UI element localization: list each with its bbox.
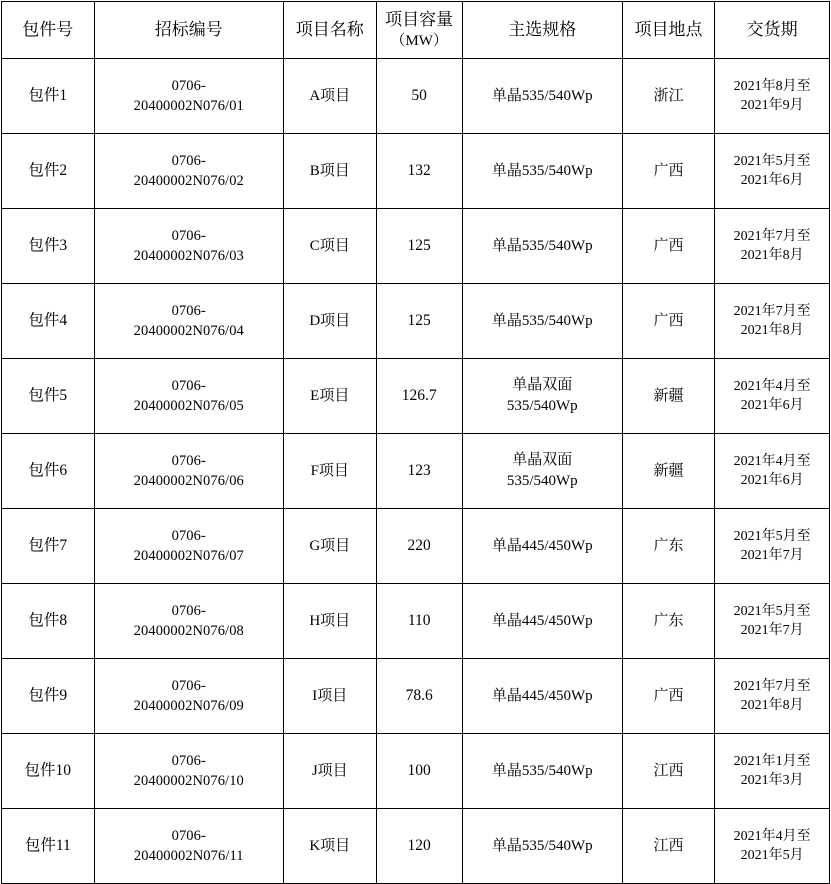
cell-delivery [715, 509, 830, 584]
cell-project-name [283, 359, 376, 434]
spec-line1: 单晶535/540Wp [491, 237, 593, 254]
package-no-text: 包件5 [28, 387, 68, 405]
location-text: 浙江 [653, 87, 684, 104]
column-header-location [622, 2, 715, 59]
bid-package-table-container [0, 1, 831, 884]
project-name-text: E项目 [310, 387, 350, 404]
cell-package-no [2, 584, 95, 659]
cell-location [622, 584, 715, 659]
cell-package-no [2, 134, 95, 209]
capacity-text: 125 [407, 237, 431, 255]
table-row [2, 584, 830, 659]
spec-line1: 单晶535/540Wp [491, 837, 593, 854]
package-no-text: 包件7 [28, 537, 68, 555]
bid-no-line1: 0706- [171, 378, 206, 394]
cell-bid-no [94, 209, 283, 284]
table-row [2, 59, 830, 134]
project-name-text: B项目 [309, 162, 350, 179]
cell-package-no [2, 434, 95, 509]
cell-location [622, 809, 715, 884]
delivery-line1: 2021年7月至 [733, 228, 811, 244]
package-no-text: 包件10 [24, 762, 72, 780]
cell-spec [462, 359, 622, 434]
location-text: 江西 [653, 837, 684, 854]
spec-line2: 535/540Wp [506, 398, 578, 414]
delivery-line1: 2021年7月至 [733, 303, 811, 319]
capacity-text: 125 [407, 312, 431, 330]
cell-project-name [283, 734, 376, 809]
spec-line1: 单晶双面 [512, 377, 573, 394]
spec-line1: 单晶535/540Wp [491, 162, 593, 179]
cell-capacity [376, 59, 462, 134]
cell-project-name [283, 134, 376, 209]
table-row [2, 509, 830, 584]
cell-delivery [715, 359, 830, 434]
cell-project-name [283, 509, 376, 584]
table-header-row [2, 2, 830, 59]
cell-spec [462, 584, 622, 659]
table-row [2, 434, 830, 509]
spec-line1: 单晶445/450Wp [491, 687, 593, 704]
column-header-location-label: 项目地点 [634, 20, 703, 40]
cell-package-no [2, 659, 95, 734]
project-name-text: C项目 [309, 237, 350, 254]
bid-no-line1: 0706- [171, 453, 206, 469]
column-header-bid-no-label: 招标编号 [154, 20, 223, 40]
delivery-line1: 2021年4月至 [733, 828, 811, 844]
column-header-package-no [2, 2, 95, 59]
spec-line1: 单晶535/540Wp [491, 312, 593, 329]
location-text: 江西 [653, 762, 684, 779]
delivery-line2: 2021年6月 [740, 173, 804, 188]
column-header-package-no-label: 包件号 [22, 20, 74, 40]
bid-no-line2: 20400002N076/01 [133, 98, 244, 114]
spec-line2: 535/540Wp [506, 473, 578, 489]
package-no-text: 包件1 [28, 87, 68, 105]
project-name-text: A项目 [309, 87, 351, 104]
project-name-text: I项目 [312, 687, 348, 704]
cell-capacity [376, 659, 462, 734]
cell-location [622, 734, 715, 809]
cell-spec [462, 434, 622, 509]
cell-package-no [2, 509, 95, 584]
capacity-text: 123 [407, 462, 431, 480]
cell-package-no [2, 59, 95, 134]
column-header-capacity [376, 2, 462, 59]
delivery-line2: 2021年9月 [740, 98, 804, 113]
delivery-line1: 2021年1月至 [733, 753, 811, 769]
cell-capacity [376, 509, 462, 584]
cell-spec [462, 59, 622, 134]
bid-package-table [1, 1, 830, 884]
cell-location [622, 284, 715, 359]
cell-package-no [2, 359, 95, 434]
column-header-spec-label: 主选规格 [508, 20, 577, 40]
cell-delivery [715, 134, 830, 209]
cell-package-no [2, 284, 95, 359]
cell-capacity [376, 359, 462, 434]
delivery-line2: 2021年6月 [740, 398, 804, 413]
cell-delivery [715, 209, 830, 284]
column-header-delivery [715, 2, 830, 59]
cell-bid-no [94, 59, 283, 134]
cell-capacity [376, 434, 462, 509]
cell-bid-no [94, 659, 283, 734]
delivery-line1: 2021年4月至 [733, 453, 811, 469]
delivery-line1: 2021年5月至 [733, 153, 811, 169]
cell-capacity [376, 209, 462, 284]
cell-spec [462, 134, 622, 209]
cell-project-name [283, 659, 376, 734]
location-text: 广西 [653, 162, 684, 179]
bid-no-line1: 0706- [171, 603, 206, 619]
cell-location [622, 434, 715, 509]
cell-bid-no [94, 584, 283, 659]
bid-no-line1: 0706- [171, 828, 206, 844]
capacity-text: 110 [407, 612, 431, 630]
bid-no-line1: 0706- [171, 678, 206, 694]
location-text: 广东 [653, 612, 684, 629]
bid-no-line2: 20400002N076/04 [133, 323, 244, 339]
cell-location [622, 659, 715, 734]
location-text: 广西 [653, 237, 684, 254]
capacity-text: 50 [411, 87, 427, 105]
location-text: 广东 [653, 537, 684, 554]
cell-delivery [715, 584, 830, 659]
column-header-capacity-label: 项目容量 [385, 9, 454, 29]
table-row [2, 284, 830, 359]
table-body [2, 59, 830, 884]
capacity-text: 120 [407, 837, 431, 855]
bid-no-line1: 0706- [171, 153, 206, 169]
cell-delivery [715, 734, 830, 809]
delivery-line2: 2021年5月 [740, 848, 804, 863]
package-no-text: 包件4 [28, 312, 68, 330]
location-text: 广西 [653, 687, 684, 704]
column-header-project-name [283, 2, 376, 59]
delivery-line2: 2021年6月 [740, 473, 804, 488]
capacity-text: 100 [407, 762, 431, 780]
bid-no-line1: 0706- [171, 303, 206, 319]
cell-bid-no [94, 509, 283, 584]
bid-no-line1: 0706- [171, 528, 206, 544]
cell-location [622, 209, 715, 284]
cell-bid-no [94, 134, 283, 209]
capacity-text: 78.6 [405, 687, 433, 705]
bid-no-line1: 0706- [171, 78, 206, 94]
column-header-delivery-label: 交货期 [746, 20, 798, 40]
cell-package-no [2, 209, 95, 284]
cell-spec [462, 659, 622, 734]
cell-delivery [715, 809, 830, 884]
cell-location [622, 59, 715, 134]
bid-no-line2: 20400002N076/11 [133, 848, 244, 864]
bid-no-line1: 0706- [171, 753, 206, 769]
spec-line1: 单晶535/540Wp [491, 762, 593, 779]
cell-capacity [376, 134, 462, 209]
capacity-text: 126.7 [401, 387, 437, 405]
delivery-line2: 2021年8月 [740, 698, 804, 713]
table-row [2, 134, 830, 209]
cell-project-name [283, 209, 376, 284]
project-name-text: F项目 [310, 462, 349, 479]
cell-spec [462, 209, 622, 284]
cell-bid-no [94, 434, 283, 509]
column-header-project-name-label: 项目名称 [295, 20, 364, 40]
cell-delivery [715, 434, 830, 509]
cell-spec [462, 509, 622, 584]
delivery-line2: 2021年7月 [740, 623, 804, 638]
package-no-text: 包件2 [28, 162, 68, 180]
location-text: 广西 [653, 312, 684, 329]
cell-bid-no [94, 734, 283, 809]
delivery-line2: 2021年8月 [740, 248, 804, 263]
spec-line1: 单晶535/540Wp [491, 87, 593, 104]
package-no-text: 包件6 [28, 462, 68, 480]
cell-spec [462, 284, 622, 359]
delivery-line1: 2021年8月至 [733, 78, 811, 94]
table-row [2, 659, 830, 734]
delivery-line2: 2021年7月 [740, 548, 804, 563]
cell-project-name [283, 809, 376, 884]
location-text: 新疆 [653, 387, 684, 404]
bid-no-line2: 20400002N076/09 [133, 698, 244, 714]
cell-bid-no [94, 809, 283, 884]
delivery-line1: 2021年7月至 [733, 678, 811, 694]
capacity-text: 132 [407, 162, 431, 180]
spec-line1: 单晶445/450Wp [491, 612, 593, 629]
cell-package-no [2, 809, 95, 884]
table-row [2, 359, 830, 434]
capacity-text: 220 [407, 537, 431, 555]
cell-capacity [376, 734, 462, 809]
cell-location [622, 509, 715, 584]
delivery-line1: 2021年5月至 [733, 528, 811, 544]
bid-no-line2: 20400002N076/08 [133, 623, 244, 639]
project-name-text: G项目 [309, 537, 351, 554]
table-row [2, 809, 830, 884]
delivery-line1: 2021年5月至 [733, 603, 811, 619]
table-header [2, 2, 830, 59]
bid-no-line2: 20400002N076/10 [133, 773, 244, 789]
cell-project-name [283, 584, 376, 659]
column-header-spec [462, 2, 622, 59]
cell-delivery [715, 59, 830, 134]
location-text: 新疆 [653, 462, 684, 479]
delivery-line2: 2021年3月 [740, 773, 804, 788]
cell-spec [462, 734, 622, 809]
cell-location [622, 134, 715, 209]
cell-project-name [283, 59, 376, 134]
cell-bid-no [94, 359, 283, 434]
bid-no-line2: 20400002N076/06 [133, 473, 244, 489]
column-header-bid-no [94, 2, 283, 59]
cell-capacity [376, 284, 462, 359]
cell-capacity [376, 809, 462, 884]
cell-delivery [715, 284, 830, 359]
table-row [2, 209, 830, 284]
package-no-text: 包件8 [28, 612, 68, 630]
project-name-text: H项目 [309, 612, 351, 629]
column-header-capacity-unit: （MW） [390, 33, 448, 50]
package-no-text: 包件9 [28, 687, 68, 705]
cell-project-name [283, 284, 376, 359]
cell-spec [462, 809, 622, 884]
bid-no-line2: 20400002N076/03 [133, 248, 244, 264]
delivery-line1: 2021年4月至 [733, 378, 811, 394]
spec-line1: 单晶445/450Wp [491, 537, 593, 554]
delivery-line2: 2021年8月 [740, 323, 804, 338]
project-name-text: D项目 [309, 312, 351, 329]
cell-bid-no [94, 284, 283, 359]
cell-project-name [283, 434, 376, 509]
bid-no-line2: 20400002N076/02 [133, 173, 244, 189]
package-no-text: 包件3 [28, 237, 68, 255]
cell-delivery [715, 659, 830, 734]
table-row [2, 734, 830, 809]
project-name-text: K项目 [309, 837, 351, 854]
bid-no-line2: 20400002N076/05 [133, 398, 244, 414]
cell-location [622, 359, 715, 434]
package-no-text: 包件11 [24, 837, 71, 855]
cell-capacity [376, 584, 462, 659]
bid-no-line2: 20400002N076/07 [133, 548, 244, 564]
bid-no-line1: 0706- [171, 228, 206, 244]
project-name-text: J项目 [311, 762, 348, 779]
spec-line1: 单晶双面 [512, 452, 573, 469]
cell-package-no [2, 734, 95, 809]
